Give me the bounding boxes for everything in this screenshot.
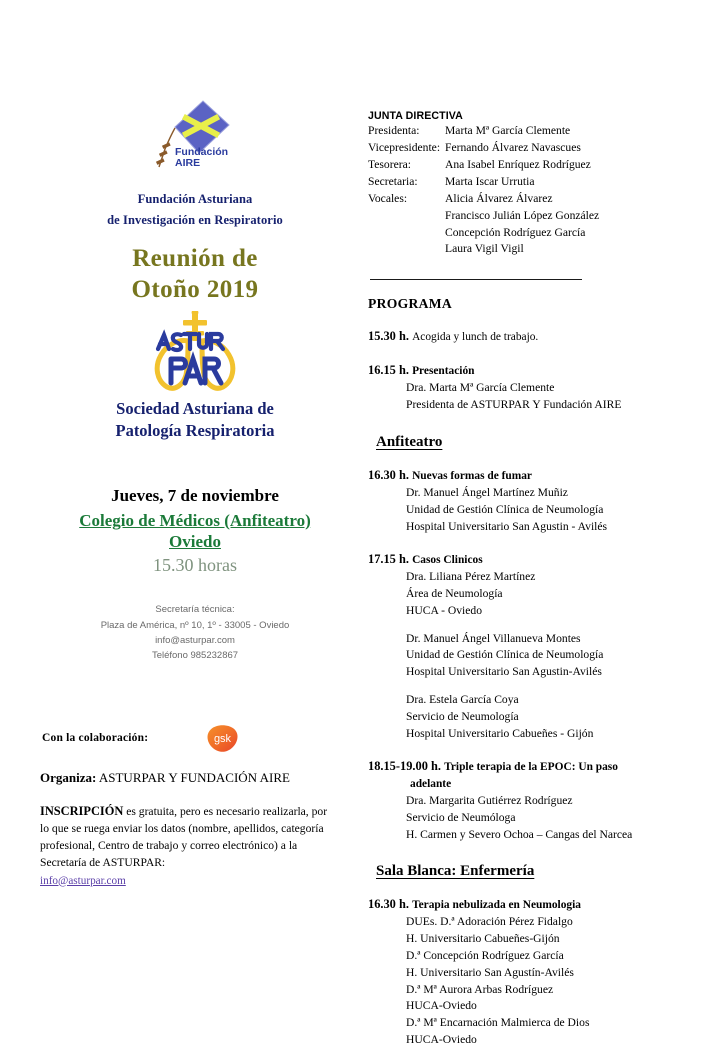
secretariat-email: info@asturpar.com xyxy=(155,635,235,646)
slot-detail-line: H. Universitario San Agustín-Avilés xyxy=(406,965,574,979)
slot-time: 18.15-19.00 h. xyxy=(368,759,441,774)
board-row xyxy=(368,123,668,140)
collaboration-row xyxy=(30,724,360,753)
slot-detail-line: D.ª Concepción Rodríguez García xyxy=(406,948,564,962)
board-row xyxy=(368,191,668,208)
slot-detail-line: Hospital Universitario San Agustin - Avilés xyxy=(406,519,608,533)
board-name: Marta Iscar Urrutia xyxy=(445,174,535,188)
event-date: Jueves, 7 de noviembre xyxy=(111,485,279,505)
programa-title: PROGRAMA xyxy=(368,296,452,312)
slot-time: 16.15 h. xyxy=(368,363,409,378)
board-name: Fernando Álvarez Navascues xyxy=(445,140,581,154)
slot-detail-line: Dra. Margarita Gutiérrez Rodríguez xyxy=(406,793,573,807)
slot-detail-line: DUEs. D.ª Adoración Pérez Fidalgo xyxy=(406,915,573,929)
slot-details xyxy=(406,569,668,742)
board-row xyxy=(368,140,668,157)
board-role: Vocales: xyxy=(368,191,408,205)
slot-detail-line: H. Carmen y Severo Ochoa – Cangas del Narcea xyxy=(406,827,633,841)
section-divider xyxy=(370,279,582,280)
slot-detail-line: D.ª Mª Encarnación Malmierca de Dios xyxy=(406,1016,590,1030)
slot-detail-line: Unidad de Gestión Clínica de Neumología xyxy=(406,502,604,516)
society-title-line1: Sociedad Asturiana de xyxy=(116,399,274,419)
slot-time: 17.15 h. xyxy=(368,552,409,567)
slot-detail-line: H. Universitario Cabueñes-Gijón xyxy=(406,932,560,946)
aire-logo-text-line2: AIRE xyxy=(175,157,201,169)
slot-detail-line: Dra. Marta Mª García Clemente xyxy=(406,381,555,395)
left-column xyxy=(30,95,360,889)
registration-paragraph xyxy=(30,802,330,889)
slot-detail-line: D.ª Mª Aurora Arbas Rodríguez xyxy=(406,982,554,996)
slot-title: Terapia nebulizada en Neumologia xyxy=(412,899,581,912)
program-slot xyxy=(368,328,668,346)
slot-detail-line: Dra. Estela García Coya xyxy=(406,693,519,707)
slot-title: Casos Clinicos xyxy=(412,554,483,567)
aire-logo-text-line1: Fundación xyxy=(175,146,229,158)
registration-email-link[interactable]: info@asturpar.com xyxy=(40,874,126,887)
program-slot xyxy=(368,362,668,414)
slot-details xyxy=(406,380,668,414)
asturpar-logo-container xyxy=(30,311,360,397)
fundacion-aire-logo-container xyxy=(30,95,360,187)
gsk-logo-text: gsk xyxy=(214,732,232,745)
slot-heading xyxy=(368,362,668,380)
slot-detail-line: HUCA - Oviedo xyxy=(406,603,482,617)
slot-title-continued: adelante xyxy=(410,778,452,791)
spacer xyxy=(406,620,668,631)
room-section-sala-blanca xyxy=(368,843,668,880)
foundation-title-line1: Fundación Asturiana xyxy=(137,192,253,206)
registration-bold-word: INSCRIPCIÓN xyxy=(40,803,124,818)
program-slot xyxy=(368,896,668,1048)
program-slot xyxy=(368,758,668,843)
program-slot xyxy=(368,467,668,535)
event-time: 15.30 horas xyxy=(153,555,237,576)
slot-details xyxy=(406,914,668,1048)
society-title xyxy=(30,398,360,442)
foundation-title-line2: de Investigación en Respiratorio xyxy=(107,212,283,227)
event-title-line1: Reunión de xyxy=(132,245,258,273)
board-extra-name: Concepción Rodríguez García xyxy=(445,225,586,239)
slot-title: Triple terapia de la EPOC: Un paso xyxy=(444,761,618,774)
slot-time: 15.30 h. xyxy=(368,329,409,344)
venue-line1: Colegio de Médicos (Anfiteatro) xyxy=(79,510,311,530)
room-heading: Anfiteatro xyxy=(376,433,443,450)
asturpar-lungs-cross-logo xyxy=(141,311,249,397)
room-section-anfiteatro xyxy=(368,414,668,451)
organizer-label: Organiza: xyxy=(40,769,97,785)
board-row xyxy=(368,174,668,191)
society-title-line2: Patología Respiratoria xyxy=(115,421,275,441)
collaboration-label: Con la colaboración: xyxy=(42,732,149,745)
slot-detail-line: Dra. Liliana Pérez Martínez xyxy=(406,570,536,584)
board-row xyxy=(368,157,668,174)
organizer-line xyxy=(30,770,360,786)
board-role: Tesorera: xyxy=(368,157,411,171)
slot-heading xyxy=(368,467,668,485)
slot-heading xyxy=(368,551,668,569)
slot-detail-line: Área de Neumología xyxy=(406,587,503,601)
event-title xyxy=(30,244,360,305)
slot-detail-line: Hospital Universitario San Agustin-Avilés xyxy=(406,665,602,679)
board-extra-name: Francisco Julián López González xyxy=(445,208,600,222)
slot-detail-line: Unidad de Gestión Clínica de Neumología xyxy=(406,648,604,662)
spacer xyxy=(406,681,668,692)
technical-secretariat xyxy=(30,602,360,664)
slot-detail-line: HUCA-Oviedo xyxy=(406,999,477,1013)
slot-time: 16.30 h. xyxy=(368,467,409,482)
gsk-logo xyxy=(206,724,239,753)
slot-details xyxy=(406,485,668,535)
board-name: Ana Isabel Enríquez Rodríguez xyxy=(445,157,591,171)
slot-detail-line: Servicio de Neumología xyxy=(406,709,519,723)
board-role: Secretaria: xyxy=(368,174,418,188)
board-title: JUNTA DIRECTIVA xyxy=(368,110,463,122)
slot-title: Presentación xyxy=(412,365,475,378)
event-title-line2: Otoño 2019 xyxy=(131,275,259,303)
organizer-value: ASTURPAR Y FUNDACIÓN AIRE xyxy=(98,769,290,785)
secretariat-address: Plaza de América, nº 10, 1º - 33005 - Oviedo xyxy=(100,619,290,631)
slot-details xyxy=(406,793,668,843)
slot-detail-line: Dr. Manuel Ángel Martínez Muñiz xyxy=(406,485,568,499)
board-role: Vicepresidente: xyxy=(368,140,441,154)
slot-heading xyxy=(368,896,668,914)
board-role: Presidenta: xyxy=(368,124,420,137)
event-venue xyxy=(30,511,360,552)
right-column xyxy=(368,110,668,1049)
slot-title: Nuevas formas de fumar xyxy=(412,469,532,482)
slot-detail-line: Presidenta de ASTURPAR Y Fundación AIRE xyxy=(406,398,622,412)
program-slot xyxy=(368,551,668,742)
board-list xyxy=(368,123,668,258)
secretariat-label: Secretaría técnica: xyxy=(155,604,235,616)
board-name: Marta Mª García Clemente xyxy=(445,124,571,137)
slot-time: 16.30 h. xyxy=(368,897,409,912)
registration-text: es gratuita, pero es necesario realizarla, por lo que se ruega enviar los datos (nombre, apellidos, categoría profesional, Centro de trabajo y correo electrónico) a la Secretaría de ASTURPAR: xyxy=(40,804,328,870)
slot-title: Acogida y lunch de trabajo. xyxy=(412,331,539,344)
board-name: Alicia Álvarez Álvarez xyxy=(445,191,553,205)
foundation-title xyxy=(30,189,360,230)
secretariat-phone: Teléfono 985232867 xyxy=(151,650,239,662)
slot-detail-line: Dr. Manuel Ángel Villanueva Montes xyxy=(406,631,581,645)
slot-heading xyxy=(368,328,668,346)
board-extra-name: Laura Vigil Vigil xyxy=(445,242,524,256)
room-heading: Sala Blanca: Enfermería xyxy=(376,863,535,880)
slot-detail-line: Hospital Universitario Cabueñes - Gijón xyxy=(406,726,594,740)
slot-detail-line: HUCA-Oviedo xyxy=(406,1032,477,1046)
venue-line2: Oviedo xyxy=(169,531,221,551)
slot-heading xyxy=(368,758,668,793)
fundacion-aire-kite-logo xyxy=(147,95,243,183)
slot-detail-line: Servicio de Neumóloga xyxy=(406,810,516,824)
